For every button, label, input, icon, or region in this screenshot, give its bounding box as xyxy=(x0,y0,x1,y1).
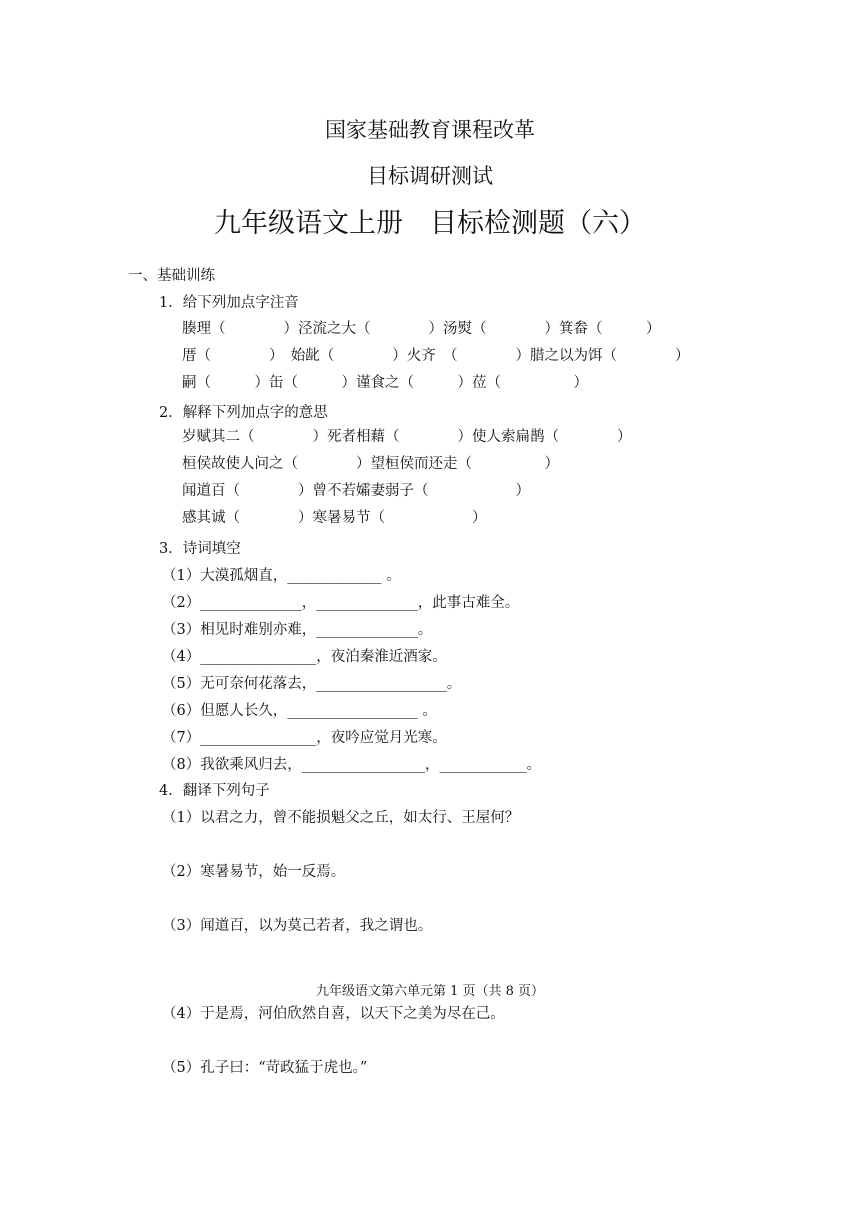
question-1-label: 1．给下列加点字注音 xyxy=(159,295,299,311)
q3-row: （7）________________，夜吟应觉月光寒。 xyxy=(162,730,447,746)
q4-row: （4）于是焉，河伯欣然自喜，以天下之美为尽在己。 xyxy=(162,1006,505,1022)
q3-row: （5）无可奈何花落去，__________________。 xyxy=(162,676,462,692)
title-target-test: 目标调研测试 xyxy=(367,164,493,188)
page-footer: 九年级语文第六单元第 1 页（共 8 页） xyxy=(315,984,545,999)
q3-row: （4）________________，夜泊秦淮近酒家。 xyxy=(162,649,447,665)
q2-row: 感其诚（ ）寒暑易节（ ） xyxy=(182,510,487,526)
q1-row: 嗣（ ）缶（ ）谨食之（ ）莅（ ） xyxy=(182,375,588,391)
q3-row: （6）但愿人长久，__________________ 。 xyxy=(162,703,437,719)
title-exam-name: 九年级语文上册 目标检测题（六） xyxy=(214,208,646,239)
question-3-label: 3．诗词填空 xyxy=(159,541,241,557)
q3-row: （1）大漠孤烟直，_____________ 。 xyxy=(162,568,401,584)
q2-row: 闻道百（ ）曾不若孀妻弱子（ ） xyxy=(182,483,530,499)
question-2-label: 2．解释下列加点字的意思 xyxy=(159,405,328,421)
q3-row: （8）我欲乘风归去，_________________，____________。 xyxy=(162,757,541,773)
q3-row: （3）相见时难别亦难，______________。 xyxy=(162,622,433,638)
q4-row: （5）孔子曰：“苛政猛于虎也。” xyxy=(162,1060,368,1076)
q1-row: 厝（ ） 始龀（ ）火齐 （ ）腊之以为饵（ ） xyxy=(182,348,690,364)
title-curriculum-reform: 国家基础教育课程改革 xyxy=(325,118,535,142)
q4-row: （1）以君之力，曾不能损魁父之丘，如太行、王屋何？ xyxy=(162,810,520,826)
q2-row: 桓侯故使人问之（ ）望桓侯而还走（ ） xyxy=(182,456,559,472)
q2-row: 岁赋其二（ ）死者相藉（ ）使人索扁鹊（ ） xyxy=(182,429,632,445)
q1-row: 腠理（ ）泾流之大（ ）汤熨（ ）箕畚（ ） xyxy=(182,321,661,337)
q3-row: （2）______________，______________，此事古难全。 xyxy=(162,595,520,611)
section-heading: 一、基础训练 xyxy=(128,268,215,284)
q4-row: （2）寒暑易节，始一反焉。 xyxy=(162,864,346,880)
question-4-label: 4．翻译下列句子 xyxy=(159,783,270,799)
q4-row: （3）闻道百，以为莫己若者，我之谓也。 xyxy=(162,918,433,934)
